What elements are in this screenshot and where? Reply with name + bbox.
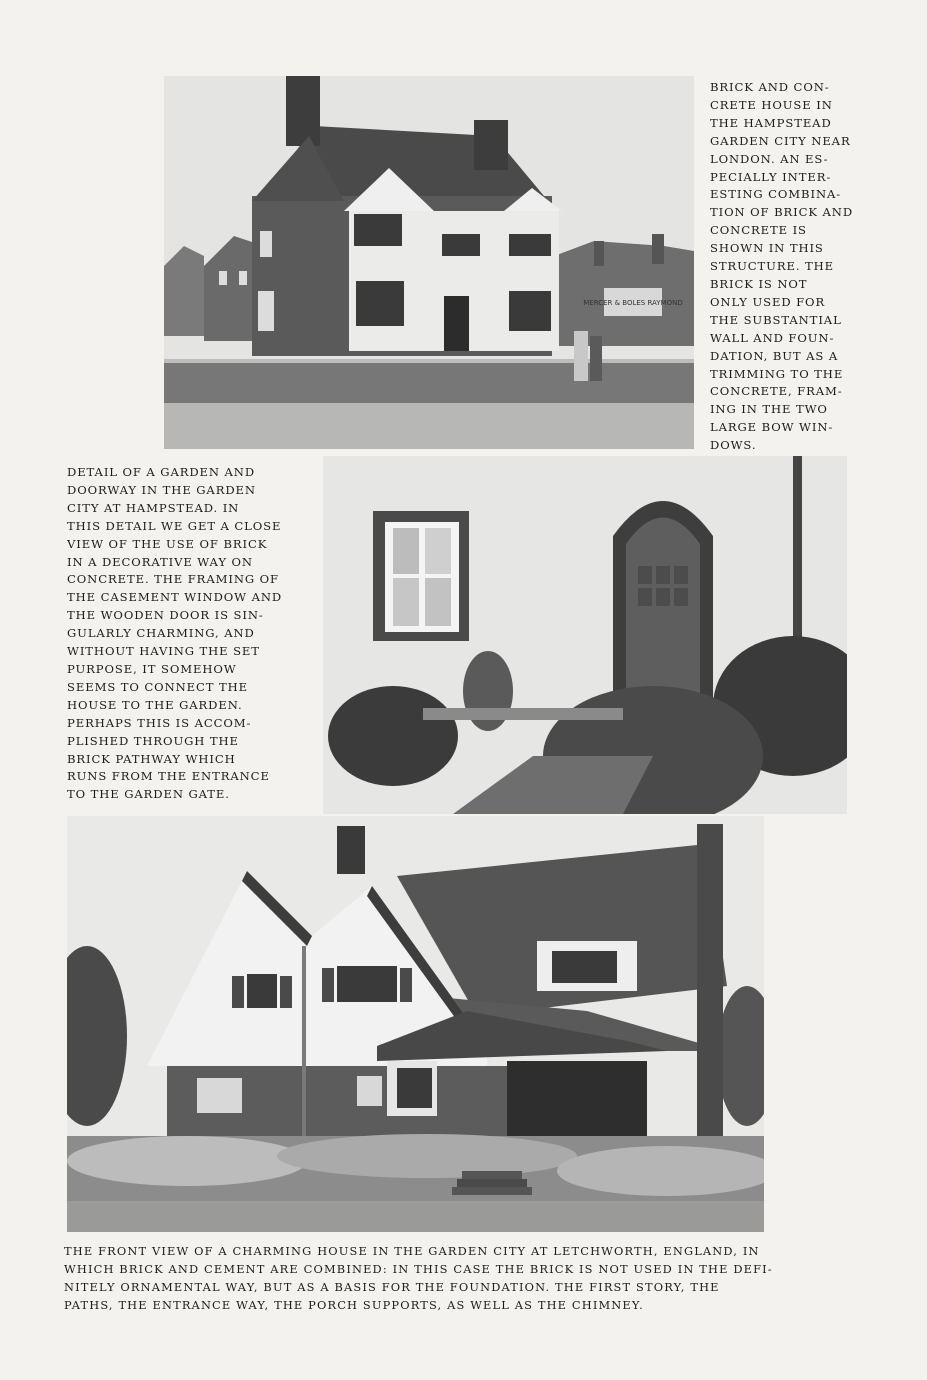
garden-doorway-caption: DETAIL OF A GARDEN AND DOORWAY IN THE GARDEN CITY AT HAMPSTEAD. IN THIS DETAIL WE GET A CLOSE VIEW OF THE USE OF BRICK IN A DECORATIVE WAY ON CONCRETE. THE FRAMING OF THE CASEMENT WINDOW AND THE WOODEN DOOR IS SIN- GULARLY CHARMING, AND WITHOUT HAVING THE SET PURPOSE, IT SOMEHOW SEEMS TO CONNECT THE HOUSE TO THE GARDEN. PERHAPS THIS IS ACCOM- PLISHED THROUGH THE BRICK PATHWAY WHICH RUNS FROM THE ENTRANCE TO THE GARDEN GATE. xyxy=(67,465,283,802)
hampstead-house-photo xyxy=(164,76,694,449)
letchworth-house-caption: THE FRONT VIEW OF A CHARMING HOUSE IN THE GARDEN CITY AT LETCHWORTH, ENGLAND, IN WHICH BRICK AND CEMENT ARE COMBINED: IN THIS CASE THE BRICK IS NOT USED IN THE DEFI- NITELY ORNAMENTAL WAY, BUT AS A BASIS FOR THE FOUNDATION. THE FIRST STORY, THE PATHS, THE ENTRANCE WAY, THE PORCH SUPPORTS, AS WELL AS THE CHIMNEY. xyxy=(64,1244,773,1312)
hampstead-house-caption: BRICK AND CON- CRETE HOUSE IN THE HAMPSTEAD GARDEN CITY NEAR LONDON. AN ES- PECIALLY INTER- ESTING COMBINA- TION OF BRICK AND CONCRETE IS SHOWN IN THIS STRUCTURE. THE BRICK IS NOT ONLY USED FOR THE SUBSTANTIAL WALL AND FOUN- DATION, BUT AS A TRIMMING TO THE CONCRETE, FRAM- ING IN THE TWO LARGE BOW WIN- DOWS. xyxy=(710,80,854,453)
house-photo-sign-text: MERCER & BOLES RAYMOND xyxy=(583,299,683,307)
garden-doorway-photo xyxy=(323,456,847,814)
letchworth-house-photo xyxy=(67,816,764,1232)
